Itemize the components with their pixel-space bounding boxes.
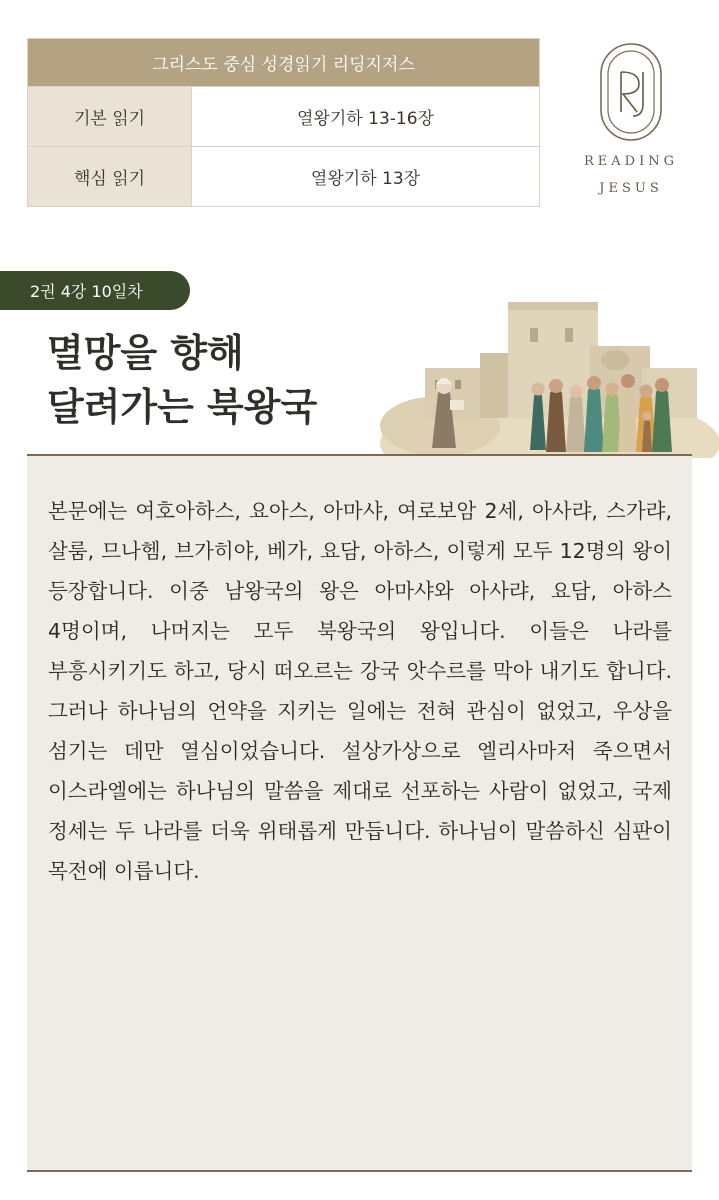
page-title <box>47 326 317 434</box>
lesson-badge: 2권 4강 10일차 <box>0 271 190 310</box>
plan-label-core: 핵심 읽기 <box>28 147 192 206</box>
plan-value-core: 열왕기하 13장 <box>192 147 539 206</box>
plan-value-basic: 열왕기하 13-16장 <box>192 87 539 146</box>
body-paragraph: 본문에는 여호아하스, 요아스, 아마샤, 여로보암 2세, 아사랴, 스가랴, 살룸, 므나헴, 브가히야, 베가, 요담, 아하스, 이렇게 모두 12명의 왕이 등장합니다. 이중 남왕국의 왕은 아마샤와 아사랴, 요담, 아하스 4명이며, 나머지는 모두 북왕국의 왕입니다. 이들은 나라를 부흥시키기도 하고, 당시 떠오르는 강국 앗수르를 막아 내기도 합니다. 그러나 하나님의 언약을 지키는 일에는 전혀 관심이 없었고, 우상을 섬기는 데만 열심이었습니다. 설상가상으로 엘리사마저 죽으면서 이스라엘에는 하나님의 말씀을 제대로 선포하는 사람이 없었고, 국제 정세는 두 나라를 더욱 위태롭게 만듭니다. 하나님이 말씀하신 심판이 목전에 이릅니다. <box>48 499 672 883</box>
plan-row-core <box>28 146 539 206</box>
content-card <box>27 454 692 1172</box>
plan-table-header: 그리스도 중심 성경읽기 리딩지저스 <box>28 39 539 86</box>
title-line-2: 달려가는 북왕국 <box>47 385 318 429</box>
logo-text-jesus: JESUS <box>599 181 663 196</box>
city-and-people-illustration <box>380 298 719 458</box>
plan-label-basic: 기본 읽기 <box>28 87 192 146</box>
reading-jesus-logo <box>576 40 686 205</box>
reading-plan-table <box>27 38 540 207</box>
plan-row-basic <box>28 86 539 146</box>
logo-text-reading: READING <box>584 154 678 169</box>
title-line-1: 멸망을 향해 <box>47 331 244 375</box>
rj-monogram-icon <box>599 42 663 142</box>
